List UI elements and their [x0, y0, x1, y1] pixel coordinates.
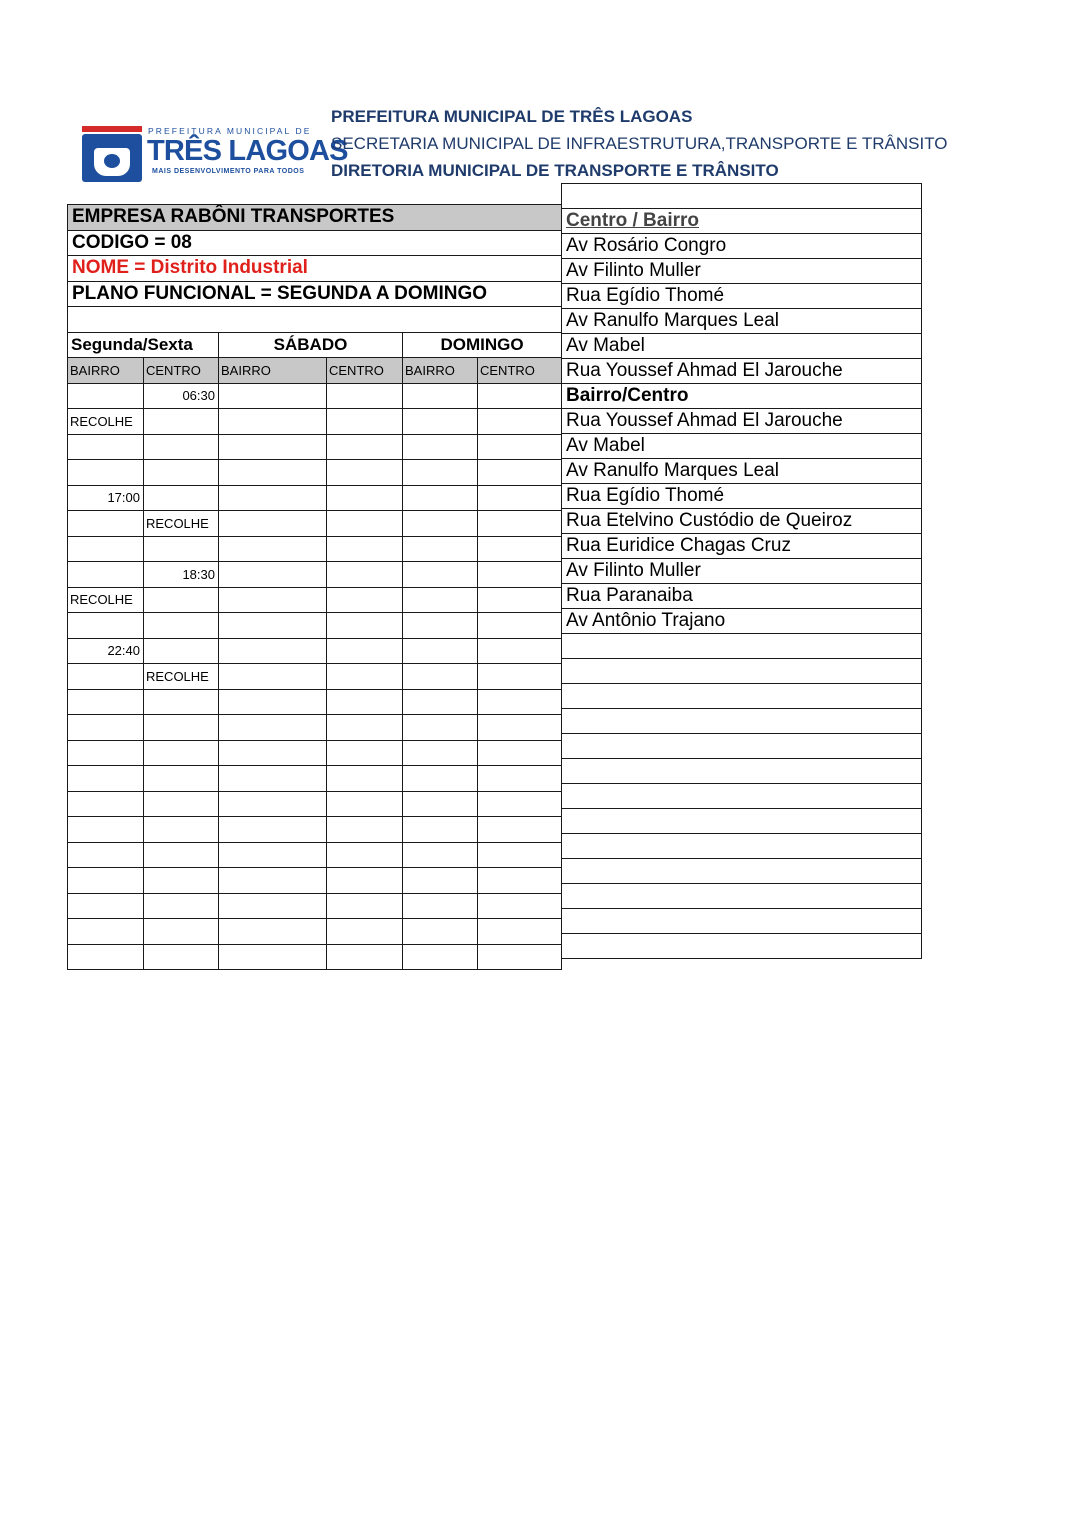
schedule-cell	[403, 817, 478, 843]
schedule-cell: RECOLHE	[68, 409, 144, 435]
line-code: CODIGO = 08	[68, 230, 562, 256]
schedule-cell: 22:40	[68, 638, 144, 664]
schedule-cell	[478, 919, 562, 945]
schedule-cell	[144, 434, 219, 460]
route-row	[562, 859, 922, 884]
subheader-centro: CENTRO	[327, 358, 403, 384]
schedule-cell	[403, 868, 478, 894]
schedule-cell	[403, 791, 478, 817]
empty-cell	[562, 759, 922, 784]
schedule-cell	[219, 613, 327, 639]
street-item: Rua Paranaiba	[562, 584, 922, 609]
schedule-cell	[403, 434, 478, 460]
day-weekday: Segunda/Sexta	[68, 332, 219, 358]
schedule-cell	[478, 536, 562, 562]
schedule-cell	[68, 536, 144, 562]
schedule-cell	[478, 689, 562, 715]
schedule-cell	[327, 689, 403, 715]
route-row	[562, 734, 922, 759]
subheader-bairro: BAIRRO	[219, 358, 327, 384]
schedule-cell	[327, 383, 403, 409]
schedule-cell	[478, 715, 562, 741]
schedule-row	[68, 944, 562, 970]
schedule-cell	[478, 562, 562, 588]
schedule-cell	[144, 536, 219, 562]
coat-of-arms-icon	[82, 134, 142, 182]
schedule-cell	[327, 536, 403, 562]
schedule-cell	[327, 409, 403, 435]
schedule-cell	[478, 587, 562, 613]
schedule-cell	[144, 613, 219, 639]
schedule-cell	[219, 689, 327, 715]
schedule-cell	[403, 919, 478, 945]
schedule-cell	[219, 485, 327, 511]
route-row	[562, 759, 922, 784]
route-row	[562, 434, 922, 459]
schedule-cell	[478, 944, 562, 970]
schedule-cell	[478, 664, 562, 690]
schedule-cell	[219, 893, 327, 919]
schedule-cell	[144, 485, 219, 511]
empty-cell	[562, 734, 922, 759]
schedule-cell	[327, 460, 403, 486]
street-item: Av Mabel	[562, 334, 922, 359]
schedule-cell	[478, 511, 562, 537]
schedule-row	[68, 689, 562, 715]
schedule-cell	[403, 409, 478, 435]
header-diretoria: DIRETORIA MUNICIPAL DE TRANSPORTE E TRÂNSITO	[331, 161, 779, 180]
schedule-row	[68, 434, 562, 460]
subheader-row	[68, 358, 562, 384]
route-row	[562, 634, 922, 659]
schedule-cell	[478, 766, 562, 792]
schedule-row	[68, 562, 562, 588]
route-row	[562, 809, 922, 834]
route-row	[562, 234, 922, 259]
schedule-cell	[403, 383, 478, 409]
street-item: Rua Etelvino Custódio de Queiroz	[562, 509, 922, 534]
schedule-cell	[144, 766, 219, 792]
schedule-cell	[68, 715, 144, 741]
subheader-centro: CENTRO	[144, 358, 219, 384]
route-row	[562, 384, 922, 409]
schedule-cell	[219, 791, 327, 817]
schedule-cell	[68, 511, 144, 537]
route-title-centro-bairro: Centro / Bairro	[562, 209, 922, 234]
schedule-cell	[327, 664, 403, 690]
subheader-centro: CENTRO	[478, 358, 562, 384]
schedule-cell	[144, 460, 219, 486]
schedule-cell	[403, 460, 478, 486]
street-item: Rua Youssef Ahmad El Jarouche	[562, 409, 922, 434]
logo-top-text: PREFEITURA MUNICIPAL DE	[148, 126, 312, 136]
subheader-bairro: BAIRRO	[68, 358, 144, 384]
route-row	[562, 559, 922, 584]
schedule-cell	[68, 613, 144, 639]
line-name: NOME = Distrito Industrial	[68, 256, 562, 282]
schedule-cell	[144, 689, 219, 715]
schedule-cell	[327, 562, 403, 588]
empty-cell	[562, 909, 922, 934]
schedule-row	[68, 664, 562, 690]
logo-red-bar	[82, 126, 142, 132]
route-row	[562, 684, 922, 709]
schedule-row	[68, 715, 562, 741]
schedule-cell	[219, 766, 327, 792]
schedule-cell	[144, 740, 219, 766]
route-row	[562, 509, 922, 534]
schedule-cell	[144, 715, 219, 741]
schedule-cell	[478, 638, 562, 664]
header-secretaria: SECRETARIA MUNICIPAL DE INFRAESTRUTURA,TRANSPORTE E TRÂNSITO	[331, 134, 948, 153]
schedule-table	[67, 204, 562, 970]
schedule-cell	[68, 817, 144, 843]
schedule-cell	[403, 536, 478, 562]
street-item: Av Ranulfo Marques Leal	[562, 309, 922, 334]
schedule-cell	[68, 460, 144, 486]
schedule-cell	[478, 893, 562, 919]
schedule-cell	[144, 791, 219, 817]
route-row	[562, 334, 922, 359]
route-row	[562, 784, 922, 809]
schedule-cell	[219, 536, 327, 562]
street-item: Rua Youssef Ahmad El Jarouche	[562, 359, 922, 384]
empty-cell	[562, 659, 922, 684]
street-item: Av Filinto Muller	[562, 259, 922, 284]
route-row	[562, 934, 922, 959]
schedule-cell	[327, 511, 403, 537]
schedule-cell	[68, 868, 144, 894]
route-table	[561, 183, 922, 959]
schedule-cell	[403, 638, 478, 664]
route-row	[562, 709, 922, 734]
schedule-cell	[327, 766, 403, 792]
schedule-row	[68, 536, 562, 562]
schedule-cell	[403, 893, 478, 919]
day-header-row	[68, 332, 562, 358]
schedule-cell	[478, 434, 562, 460]
schedule-cell	[478, 460, 562, 486]
schedule-cell	[327, 587, 403, 613]
empty-cell	[562, 859, 922, 884]
schedule-row	[68, 613, 562, 639]
schedule-cell	[68, 383, 144, 409]
schedule-cell	[327, 944, 403, 970]
schedule-cell	[403, 689, 478, 715]
schedule-row	[68, 817, 562, 843]
schedule-cell	[478, 740, 562, 766]
schedule-cell	[144, 409, 219, 435]
schedule-cell	[219, 409, 327, 435]
schedule-cell	[327, 485, 403, 511]
route-title-bairro-centro: Bairro/Centro	[562, 384, 922, 409]
route-row	[562, 184, 922, 209]
schedule-row	[68, 409, 562, 435]
street-item: Av Filinto Muller	[562, 559, 922, 584]
schedule-cell	[403, 613, 478, 639]
schedule-cell	[327, 817, 403, 843]
operating-plan: PLANO FUNCIONAL = SEGUNDA A DOMINGO	[68, 281, 562, 307]
schedule-cell	[144, 919, 219, 945]
info-row	[68, 205, 562, 231]
schedule-cell	[403, 587, 478, 613]
schedule-cell	[144, 868, 219, 894]
schedule-cell	[327, 893, 403, 919]
schedule-cell: 18:30	[144, 562, 219, 588]
route-row	[562, 609, 922, 634]
empty-cell	[68, 307, 562, 333]
route-row	[562, 834, 922, 859]
schedule-cell	[403, 715, 478, 741]
route-row	[562, 659, 922, 684]
schedule-cell	[144, 587, 219, 613]
schedule-cell	[68, 791, 144, 817]
street-item: Av Rosário Congro	[562, 234, 922, 259]
schedule-cell	[327, 740, 403, 766]
route-row	[562, 209, 922, 234]
street-item: Av Antônio Trajano	[562, 609, 922, 634]
route-row	[562, 359, 922, 384]
subheader-bairro: BAIRRO	[403, 358, 478, 384]
schedule-row	[68, 460, 562, 486]
schedule-cell	[478, 791, 562, 817]
day-saturday: SÁBADO	[219, 332, 403, 358]
route-row	[562, 584, 922, 609]
schedule-cell	[144, 893, 219, 919]
schedule-cell	[327, 638, 403, 664]
schedule-cell	[219, 460, 327, 486]
street-item: Rua Euridice Chagas Cruz	[562, 534, 922, 559]
schedule-cell	[219, 740, 327, 766]
schedule-cell	[144, 944, 219, 970]
schedule-cell	[478, 409, 562, 435]
logo-main-text: TRÊS LAGOAS	[147, 135, 348, 167]
schedule-row	[68, 842, 562, 868]
schedule-cell	[478, 383, 562, 409]
schedule-cell	[219, 715, 327, 741]
schedule-cell	[478, 842, 562, 868]
route-row	[562, 884, 922, 909]
route-row	[562, 909, 922, 934]
empty-cell	[562, 834, 922, 859]
schedule-cell	[403, 562, 478, 588]
schedule-cell	[219, 638, 327, 664]
empty-cell	[562, 884, 922, 909]
empty-cell	[562, 934, 922, 959]
schedule-cell	[68, 689, 144, 715]
schedule-cell	[219, 434, 327, 460]
schedule-cell	[68, 919, 144, 945]
street-item: Av Mabel	[562, 434, 922, 459]
empty-cell	[562, 684, 922, 709]
schedule-cell	[403, 664, 478, 690]
route-row	[562, 309, 922, 334]
schedule-cell: RECOLHE	[68, 587, 144, 613]
schedule-cell	[327, 868, 403, 894]
schedule-cell	[478, 817, 562, 843]
route-row	[562, 259, 922, 284]
logo-slogan: MAIS DESENVOLVIMENTO PARA TODOS	[152, 168, 305, 175]
day-sunday: DOMINGO	[403, 332, 562, 358]
schedule-cell	[403, 511, 478, 537]
empty-cell	[562, 634, 922, 659]
schedule-row	[68, 587, 562, 613]
schedule-cell	[403, 740, 478, 766]
schedule-cell	[327, 919, 403, 945]
street-item: Rua Egídio Thomé	[562, 484, 922, 509]
schedule-cell	[327, 791, 403, 817]
schedule-cell	[68, 842, 144, 868]
logo	[82, 126, 348, 182]
schedule-cell	[327, 715, 403, 741]
schedule-cell	[219, 919, 327, 945]
schedule-cell	[478, 868, 562, 894]
schedule-cell	[327, 613, 403, 639]
schedule-cell	[219, 587, 327, 613]
empty-cell	[562, 184, 922, 209]
empty-cell	[562, 709, 922, 734]
schedule-cell: 06:30	[144, 383, 219, 409]
street-item: Av Ranulfo Marques Leal	[562, 459, 922, 484]
schedule-cell	[478, 485, 562, 511]
schedule-cell	[219, 664, 327, 690]
schedule-cell	[219, 944, 327, 970]
route-row	[562, 534, 922, 559]
schedule-row	[68, 868, 562, 894]
schedule-cell: 17:00	[68, 485, 144, 511]
schedule-cell	[68, 434, 144, 460]
schedule-cell	[144, 817, 219, 843]
empty-cell	[562, 809, 922, 834]
street-item: Rua Egídio Thomé	[562, 284, 922, 309]
schedule-cell	[219, 511, 327, 537]
header-prefeitura: PREFEITURA MUNICIPAL DE TRÊS LAGOAS	[331, 107, 693, 126]
schedule-cell	[68, 740, 144, 766]
schedule-cell	[219, 817, 327, 843]
route-row	[562, 484, 922, 509]
schedule-cell	[403, 944, 478, 970]
schedule-cell	[68, 944, 144, 970]
schedule-cell	[478, 613, 562, 639]
schedule-cell	[68, 562, 144, 588]
schedule-cell	[219, 868, 327, 894]
schedule-cell	[219, 562, 327, 588]
schedule-row	[68, 383, 562, 409]
route-row	[562, 459, 922, 484]
schedule-row	[68, 511, 562, 537]
schedule-cell	[144, 638, 219, 664]
schedule-cell	[219, 383, 327, 409]
schedule-cell	[68, 893, 144, 919]
route-row	[562, 409, 922, 434]
schedule-row	[68, 485, 562, 511]
empty-cell	[562, 784, 922, 809]
schedule-cell	[327, 434, 403, 460]
schedule-cell: RECOLHE	[144, 511, 219, 537]
schedule-row	[68, 893, 562, 919]
schedule-cell	[144, 842, 219, 868]
schedule-cell	[403, 842, 478, 868]
info-row	[68, 256, 562, 282]
schedule-cell	[219, 842, 327, 868]
route-row	[562, 284, 922, 309]
schedule-cell	[403, 485, 478, 511]
schedule-cell	[68, 664, 144, 690]
spacer-row	[68, 307, 562, 333]
schedule-cell	[68, 766, 144, 792]
schedule-row	[68, 766, 562, 792]
schedule-row	[68, 791, 562, 817]
company-name: EMPRESA RABÔNI TRANSPORTES	[68, 205, 562, 231]
schedule-row	[68, 740, 562, 766]
schedule-cell: RECOLHE	[144, 664, 219, 690]
schedule-cell	[327, 842, 403, 868]
info-row	[68, 230, 562, 256]
info-row	[68, 281, 562, 307]
schedule-cell	[403, 766, 478, 792]
schedule-row	[68, 919, 562, 945]
schedule-row	[68, 638, 562, 664]
